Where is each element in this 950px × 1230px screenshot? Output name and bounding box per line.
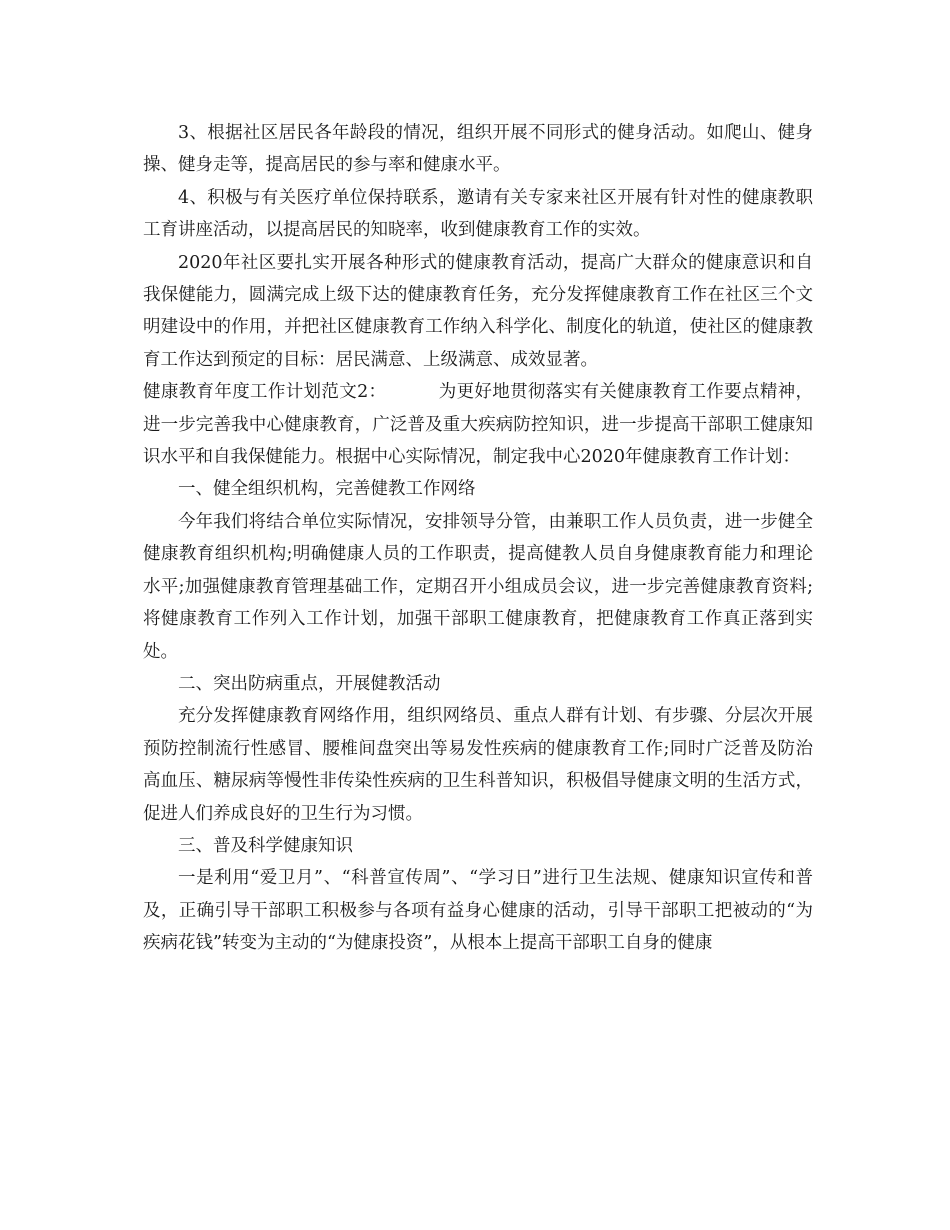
paragraph-item-3: 3、根据社区居民各年龄段的情况，组织开展不同形式的健身活动。如爬山、健身操、健身走等，提高居民的参与率和健康水平。 (143, 123, 813, 176)
heading-section-3: 三、普及科学健康知识 (178, 835, 353, 856)
paragraph-community-plan: 2020年社区要扎实开展各种形式的健康教育活动，提高广大群众的健康意识和自我保健能力，圆满完成上级下达的健康教育任务，充分发挥健康教育工作在社区三个文明建设中的作用，并把社区健康教育工作纳入科学化、制度化的轨道，使社区的健康教育工作达到预定的目标：居民满意、上级满意、成效显著。 (143, 252, 813, 370)
document-body (143, 117, 813, 960)
heading-section-2: 二、突出防病重点，开展健教活动 (178, 673, 441, 694)
paragraph-item-4: 4、积极与有关医疗单位保持联系，邀请有关专家来社区开展有针对性的健康教职工育讲座活动，以提高居民的知晓率，收到健康教育工作的实效。 (143, 187, 813, 241)
paragraph-section-3: 一是利用“爱卫月”、“科普宣传周”、“学习日”进行卫生法规、健康知识宣传和普及，正确引导干部职工积极参与各项有益身心健康的活动，引导干部职工把被动的“为疾病花钱”转变为主动的“为健康投资”，从根本上提高干部职工自身的健康 (143, 868, 813, 954)
paragraph-section-2: 充分发挥健康教育网络作用，组织网络员、重点人群有计划、有步骤、分层次开展预防控制流行性感冒、腰椎间盘突出等易发性疾病的健康教育工作;同时广泛普及防治高血压、糖尿病等慢性非传染性疾病的卫生科普知识，积极倡导健康文明的生活方式，促进人们养成良好的卫生行为习惯。 (143, 706, 813, 824)
paragraph-sample-2-body: 为更好地贯彻落实有关健康教育工作要点精神，进一步完善我中心健康教育，广泛普及重大疾病防控知识，进一步提高干部职工健康知识水平和自我保健能力。根据中心实际情况，制定我中心2020年健康教育工作计划： (143, 382, 814, 468)
paragraph-sample-2 (143, 376, 813, 473)
paragraph-section-1: 今年我们将结合单位实际情况，安排领导分管，由兼职工作人员负责，进一步健全健康教育组织机构;明确健康人员的工作职责，提高健教人员自身健康教育能力和理论水平;加强健康教育管理基础工作，定期召开小组成员会议，进一步完善健康教育资料;将健康教育工作列入工作计划，加强干部职工健康教育，把健康教育工作真正落到实处。 (143, 511, 813, 662)
section-heading: 健康教育年度工作计划范文2： (143, 382, 387, 403)
heading-section-1: 一、健全组织机构，完善健教工作网络 (178, 479, 476, 500)
